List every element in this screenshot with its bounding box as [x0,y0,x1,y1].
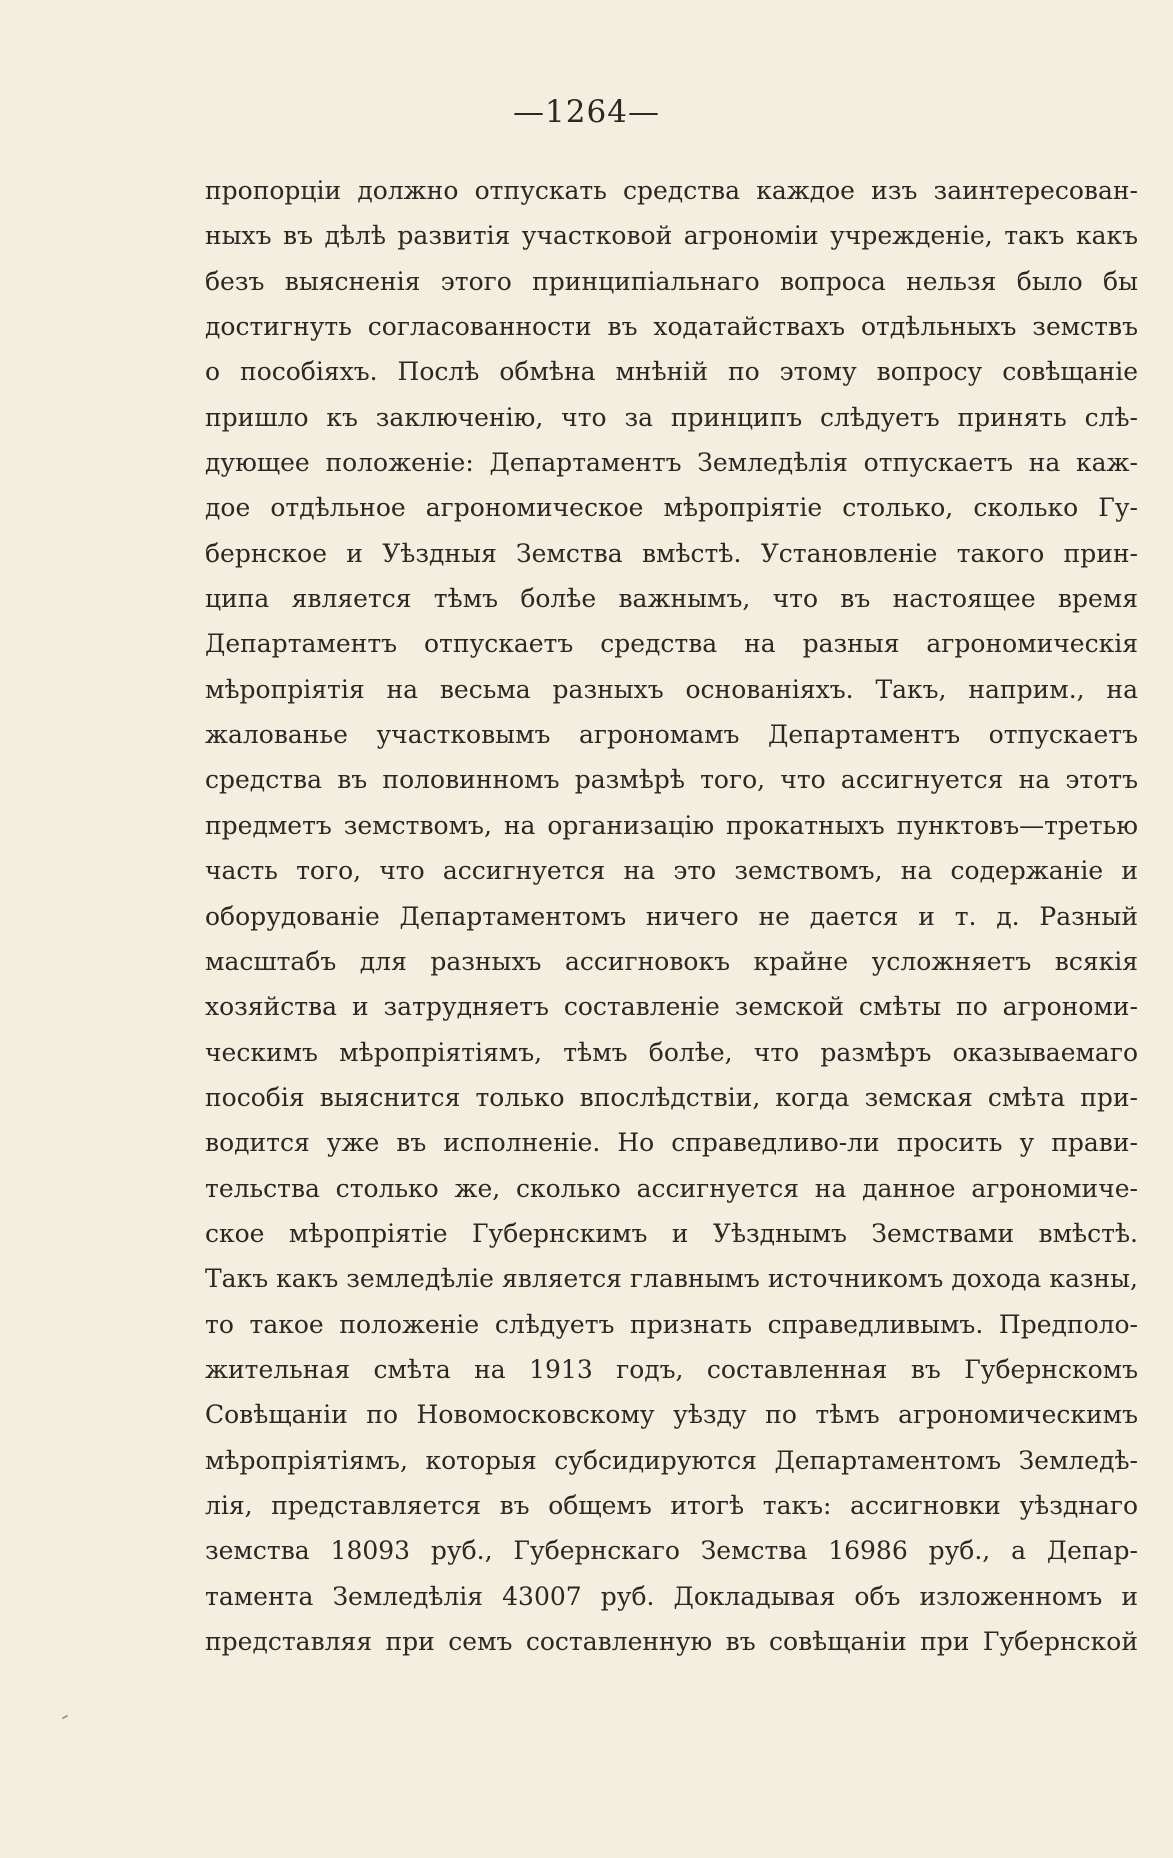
text-line: ческимъ мѣропріятіямъ, тѣмъ болѣе, что размѣръ оказываемаго [205,1037,1138,1067]
text-line: тамента Земледѣлія 43007 руб. Докладывая объ изложенномъ и [205,1581,1138,1611]
text-line: пособія выяснится только впослѣдствіи, когда земская смѣта при- [205,1082,1138,1112]
text-line: пропорціи должно отпускать средства каждое изъ заинтересован- [205,176,1138,205]
text-line: предметъ земствомъ, на организацію прокатныхъ пунктовъ—третью [205,810,1138,840]
text-line: хозяйства и затрудняетъ составленіе земской смѣты по агрономи- [205,992,1138,1022]
text-line: безъ выясненія этого принципіальнаго вопроса нельзя было бы [205,266,1138,296]
text-line: тельства столько же, сколько ассигнуется на данное агрономиче- [205,1173,1138,1203]
body-text [205,168,1138,1664]
text-line: представляя при семъ составленную въ совѣщаніи при Губернской [205,1627,1138,1656]
text-line: Департаментъ отпускаетъ средства на разныя агрономическія [205,629,1138,659]
text-line: ципа является тѣмъ болѣе важнымъ, что въ настоящее время [205,584,1138,614]
text-line: средства въ половинномъ размѣрѣ того, что ассигнуется на этотъ [205,765,1138,795]
text-line: жалованье участковымъ агрономамъ Департаментъ отпускаетъ [205,720,1138,750]
text-line: дующее положеніе: Департаментъ Земледѣлія отпускаетъ на каж- [205,448,1138,478]
text-line: о пособіяхъ. Послѣ обмѣна мнѣній по этому вопросу совѣщаніе [205,357,1138,387]
text-line: Совѣщаніи по Новомосковскому уѣзду по тѣмъ агрономическимъ [205,1400,1138,1430]
text-line: оборудованіе Департаментомъ ничего не дается и т. д. Разный [205,901,1138,931]
text-line: бернское и Уѣздныя Земства вмѣстѣ. Установленіе такого прин- [205,538,1138,568]
page-number: —1264— [513,94,660,130]
text-line: масштабъ для разныхъ ассигновокъ крайне усложняетъ всякія [205,946,1138,976]
text-line: Такъ какъ земледѣліе является главнымъ источникомъ дохода казны, [205,1264,1138,1294]
text-line: часть того, что ассигнуется на это земствомъ, на содержаніе и [205,856,1138,886]
text-line: достигнуть согласованности въ ходатайствахъ отдѣльныхъ земствъ [205,312,1138,342]
text-line: земства 18093 руб., Губернскаго Земства 16986 руб., а Депар- [205,1536,1138,1566]
paper-speck [62,1715,68,1720]
text-line: ныхъ въ дѣлѣ развитія участковой агрономіи учрежденіе, такъ какъ [205,221,1138,251]
text-line: пришло къ заключенію, что за принципъ слѣдуетъ принять слѣ- [205,402,1138,432]
text-line: то такое положеніе слѣдуетъ признать справедливымъ. Предполо- [205,1309,1138,1339]
text-line: дое отдѣльное агрономическое мѣропріятіе столько, сколько Гу- [205,493,1138,523]
text-line: мѣропріятія на весьма разныхъ основаніяхъ. Такъ, наприм., на [205,674,1138,704]
text-line: жительная смѣта на 1913 годъ, составленная въ Губернскомъ [205,1354,1138,1384]
text-line: мѣропріятіямъ, которыя субсидируются Департаментомъ Земледѣ- [205,1445,1138,1475]
text-line: водится уже въ исполненіе. Но справедливо-ли просить у прави- [205,1128,1138,1158]
text-line: лія, представляется въ общемъ итогѣ такъ: ассигновки уѣзднаго [205,1490,1138,1520]
text-line: ское мѣропріятіе Губернскимъ и Уѣзднымъ Земствами вмѣстѣ. [205,1218,1138,1248]
